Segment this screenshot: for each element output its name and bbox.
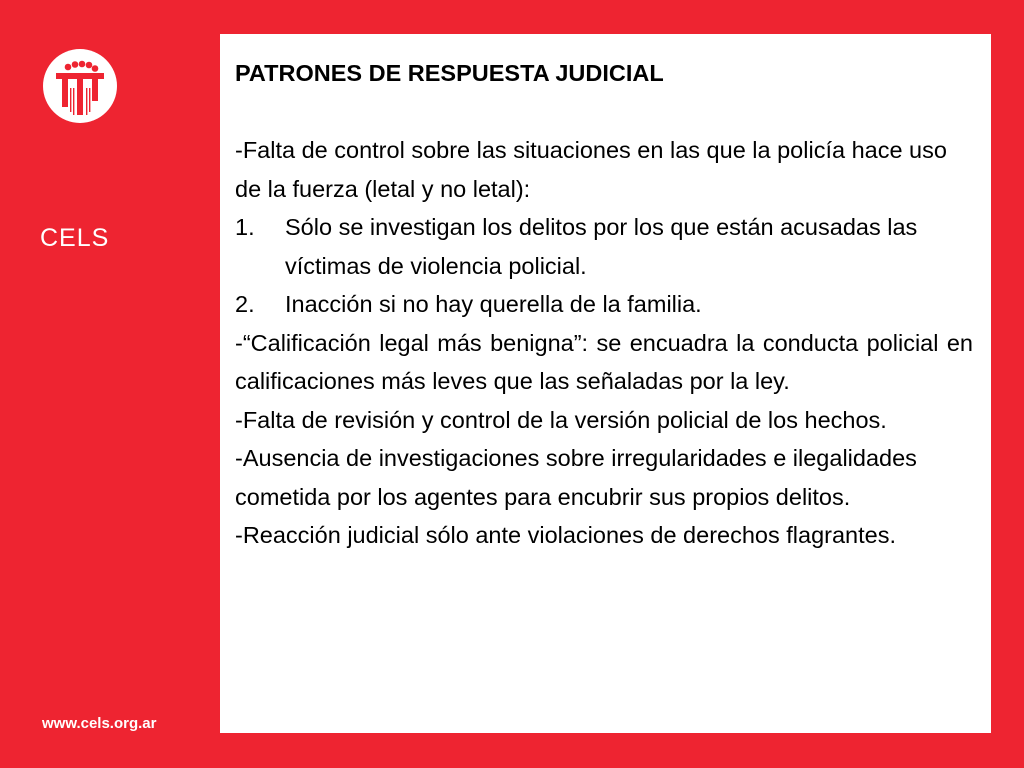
spacer [235,93,973,132]
numbered-list [235,208,973,324]
point-paragraph: -Reacción judicial sólo ante violaciones de derechos flagrantes. [235,522,896,548]
point-paragraph: -Falta de revisión y control de la versión policial de los hechos. [235,406,887,433]
list-item [235,208,973,285]
list-item-number: 2. [235,291,255,317]
slide-title: PATRONES DE RESPUESTA JUDICIAL [235,60,664,86]
intro-paragraph: -Falta de control sobre las situaciones en las que la policía hace uso de la fuerza (letal y no letal): [235,137,947,202]
list-item-text: Inacción si no hay querella de la familia. [285,291,702,317]
cels-logo-icon [42,48,118,124]
content-panel [220,34,991,733]
list-item-text: Sólo se investigan los delitos por los que están acusadas las víctimas de violencia policial. [285,214,918,279]
point-paragraph: -“Calificación legal más benigna”: se encuadra la conducta policial en calificaciones más leves que las señaladas por la ley. [235,329,973,394]
list-item-number: 1. [235,214,255,240]
point-paragraph: -Ausencia de investigaciones sobre irregularidades e ilegalidades cometida por los agentes para encubrir sus propios delitos. [235,445,917,510]
brand-name: CELS [40,224,110,252]
list-item [235,285,973,324]
site-url: www.cels.org.ar [42,715,157,732]
